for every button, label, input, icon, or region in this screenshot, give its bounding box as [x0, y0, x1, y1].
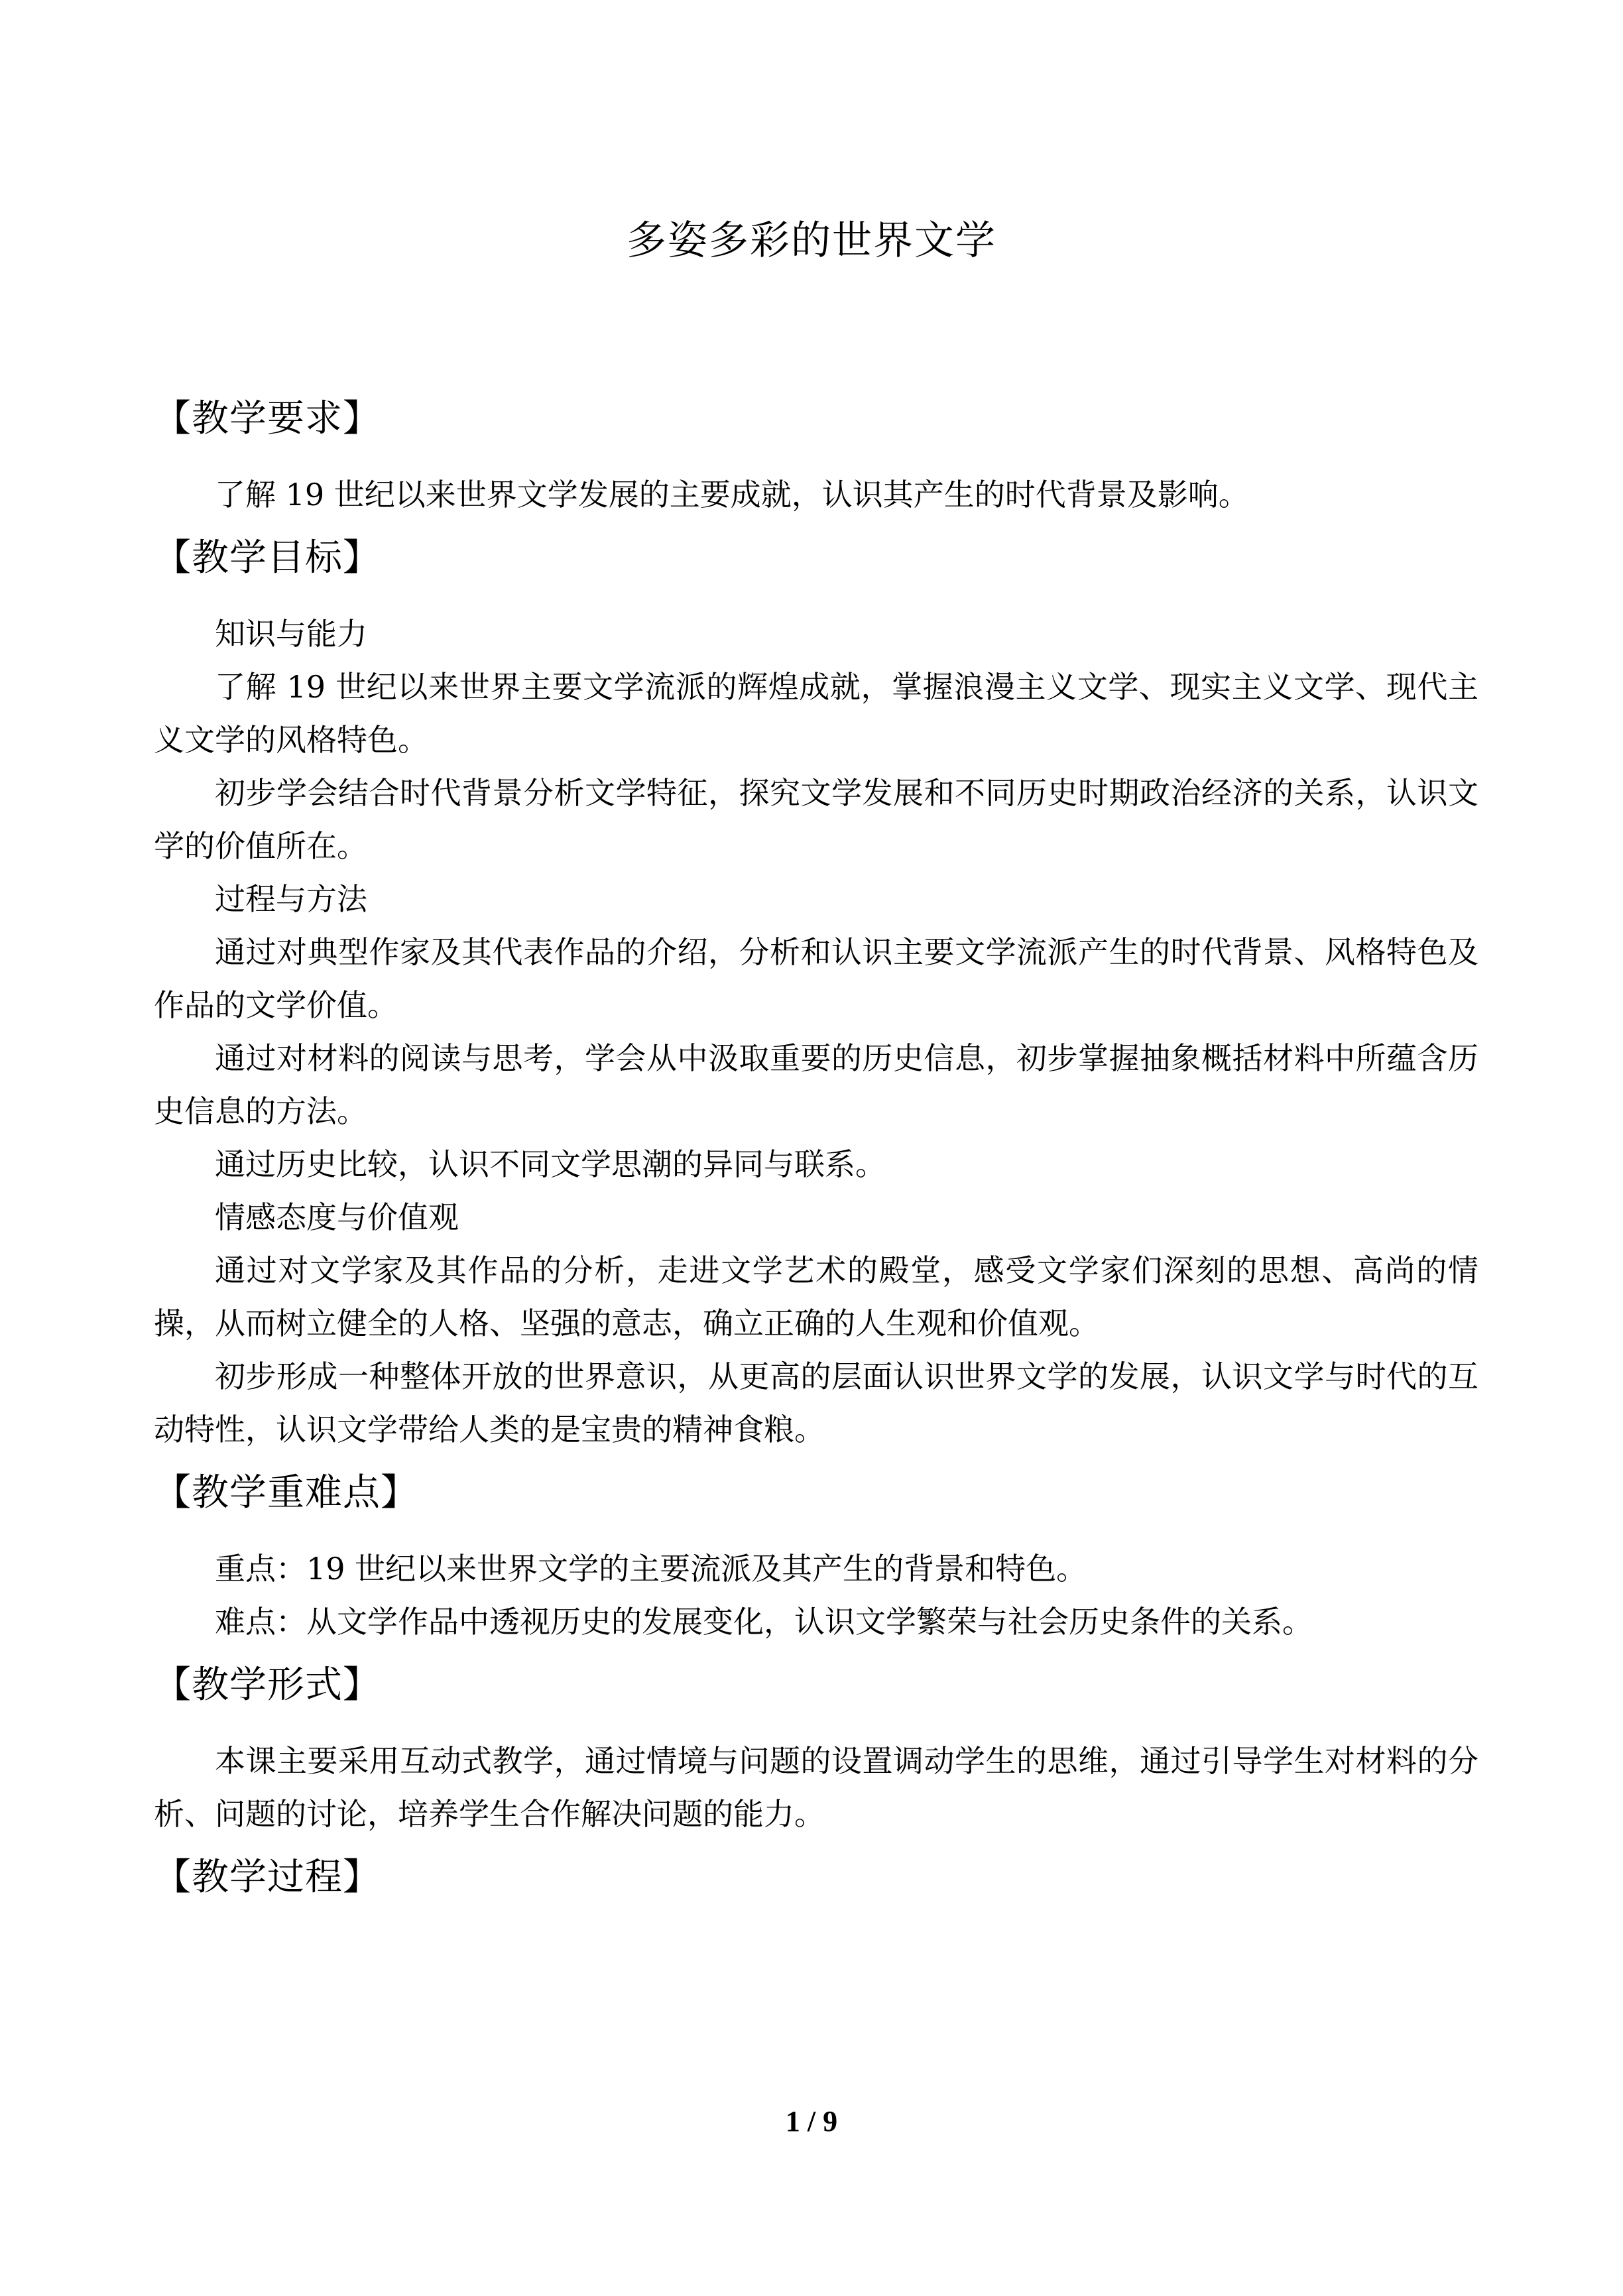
- objectives-paragraph: 通过历史比较，认识不同文学思潮的异同与联系。: [215, 1146, 886, 1182]
- document-title: 多姿多彩的世界文学: [627, 217, 996, 264]
- heading-requirements: 【教学要求】: [154, 397, 381, 440]
- objectives-paragraph: 通过对典型作家及其代表作品的介绍，分析和认识主要文学流派产生的时代背景、风格特色及作品的文学价值。: [154, 934, 1478, 1023]
- subsection-process-method: 过程与方法: [215, 881, 367, 917]
- subsection-emotion-values: 情感态度与价值观: [215, 1199, 459, 1235]
- objectives-paragraph: 通过对材料的阅读与思考，学会从中汲取重要的历史信息，初步掌握抽象概括材料中所蕴含历史信息的方法。: [154, 1040, 1478, 1129]
- requirements-paragraph: 了解 19 世纪以来世界文学发展的主要成就，认识其产生的时代背景及影响。: [215, 477, 1249, 513]
- heading-objectives: 【教学目标】: [154, 536, 381, 579]
- heading-key-points: 【教学重难点】: [154, 1471, 418, 1514]
- page-number: 1 / 9: [785, 2105, 838, 2138]
- objectives-paragraph: 初步形成一种整体开放的世界意识，从更高的层面认识世界文学的发展，认识文学与时代的互动特性，认识文学带给人类的是宝贵的精神食粮。: [154, 1359, 1478, 1447]
- heading-process: 【教学过程】: [154, 1856, 381, 1899]
- format-paragraph: 本课主要采用互动式教学，通过情境与问题的设置调动学生的思维，通过引导学生对材料的分析、问题的讨论，培养学生合作解决问题的能力。: [154, 1743, 1478, 1832]
- difficulty-paragraph: 难点：从文学作品中透视历史的发展变化，认识文学繁荣与社会历史条件的关系。: [215, 1604, 1313, 1640]
- objectives-paragraph: 通过对文学家及其作品的分析，走进文学艺术的殿堂，感受文学家们深刻的思想、高尚的情操，从而树立健全的人格、坚强的意志，确立正确的人生观和价值观。: [154, 1252, 1478, 1341]
- key-point-paragraph: 重点：19 世纪以来世界文学的主要流派及其产生的背景和特色。: [215, 1551, 1087, 1587]
- heading-format: 【教学形式】: [154, 1663, 381, 1707]
- objectives-paragraph: 初步学会结合时代背景分析文学特征，探究文学发展和不同历史时期政治经济的关系，认识文学的价值所在。: [154, 775, 1478, 864]
- document-body: [154, 386, 1478, 1927]
- objectives-paragraph: 了解 19 世纪以来世界主要文学流派的辉煌成就，掌握浪漫主义文学、现实主义文学、现代主义文学的风格特色。: [154, 669, 1478, 758]
- subsection-knowledge-ability: 知识与能力: [215, 616, 367, 652]
